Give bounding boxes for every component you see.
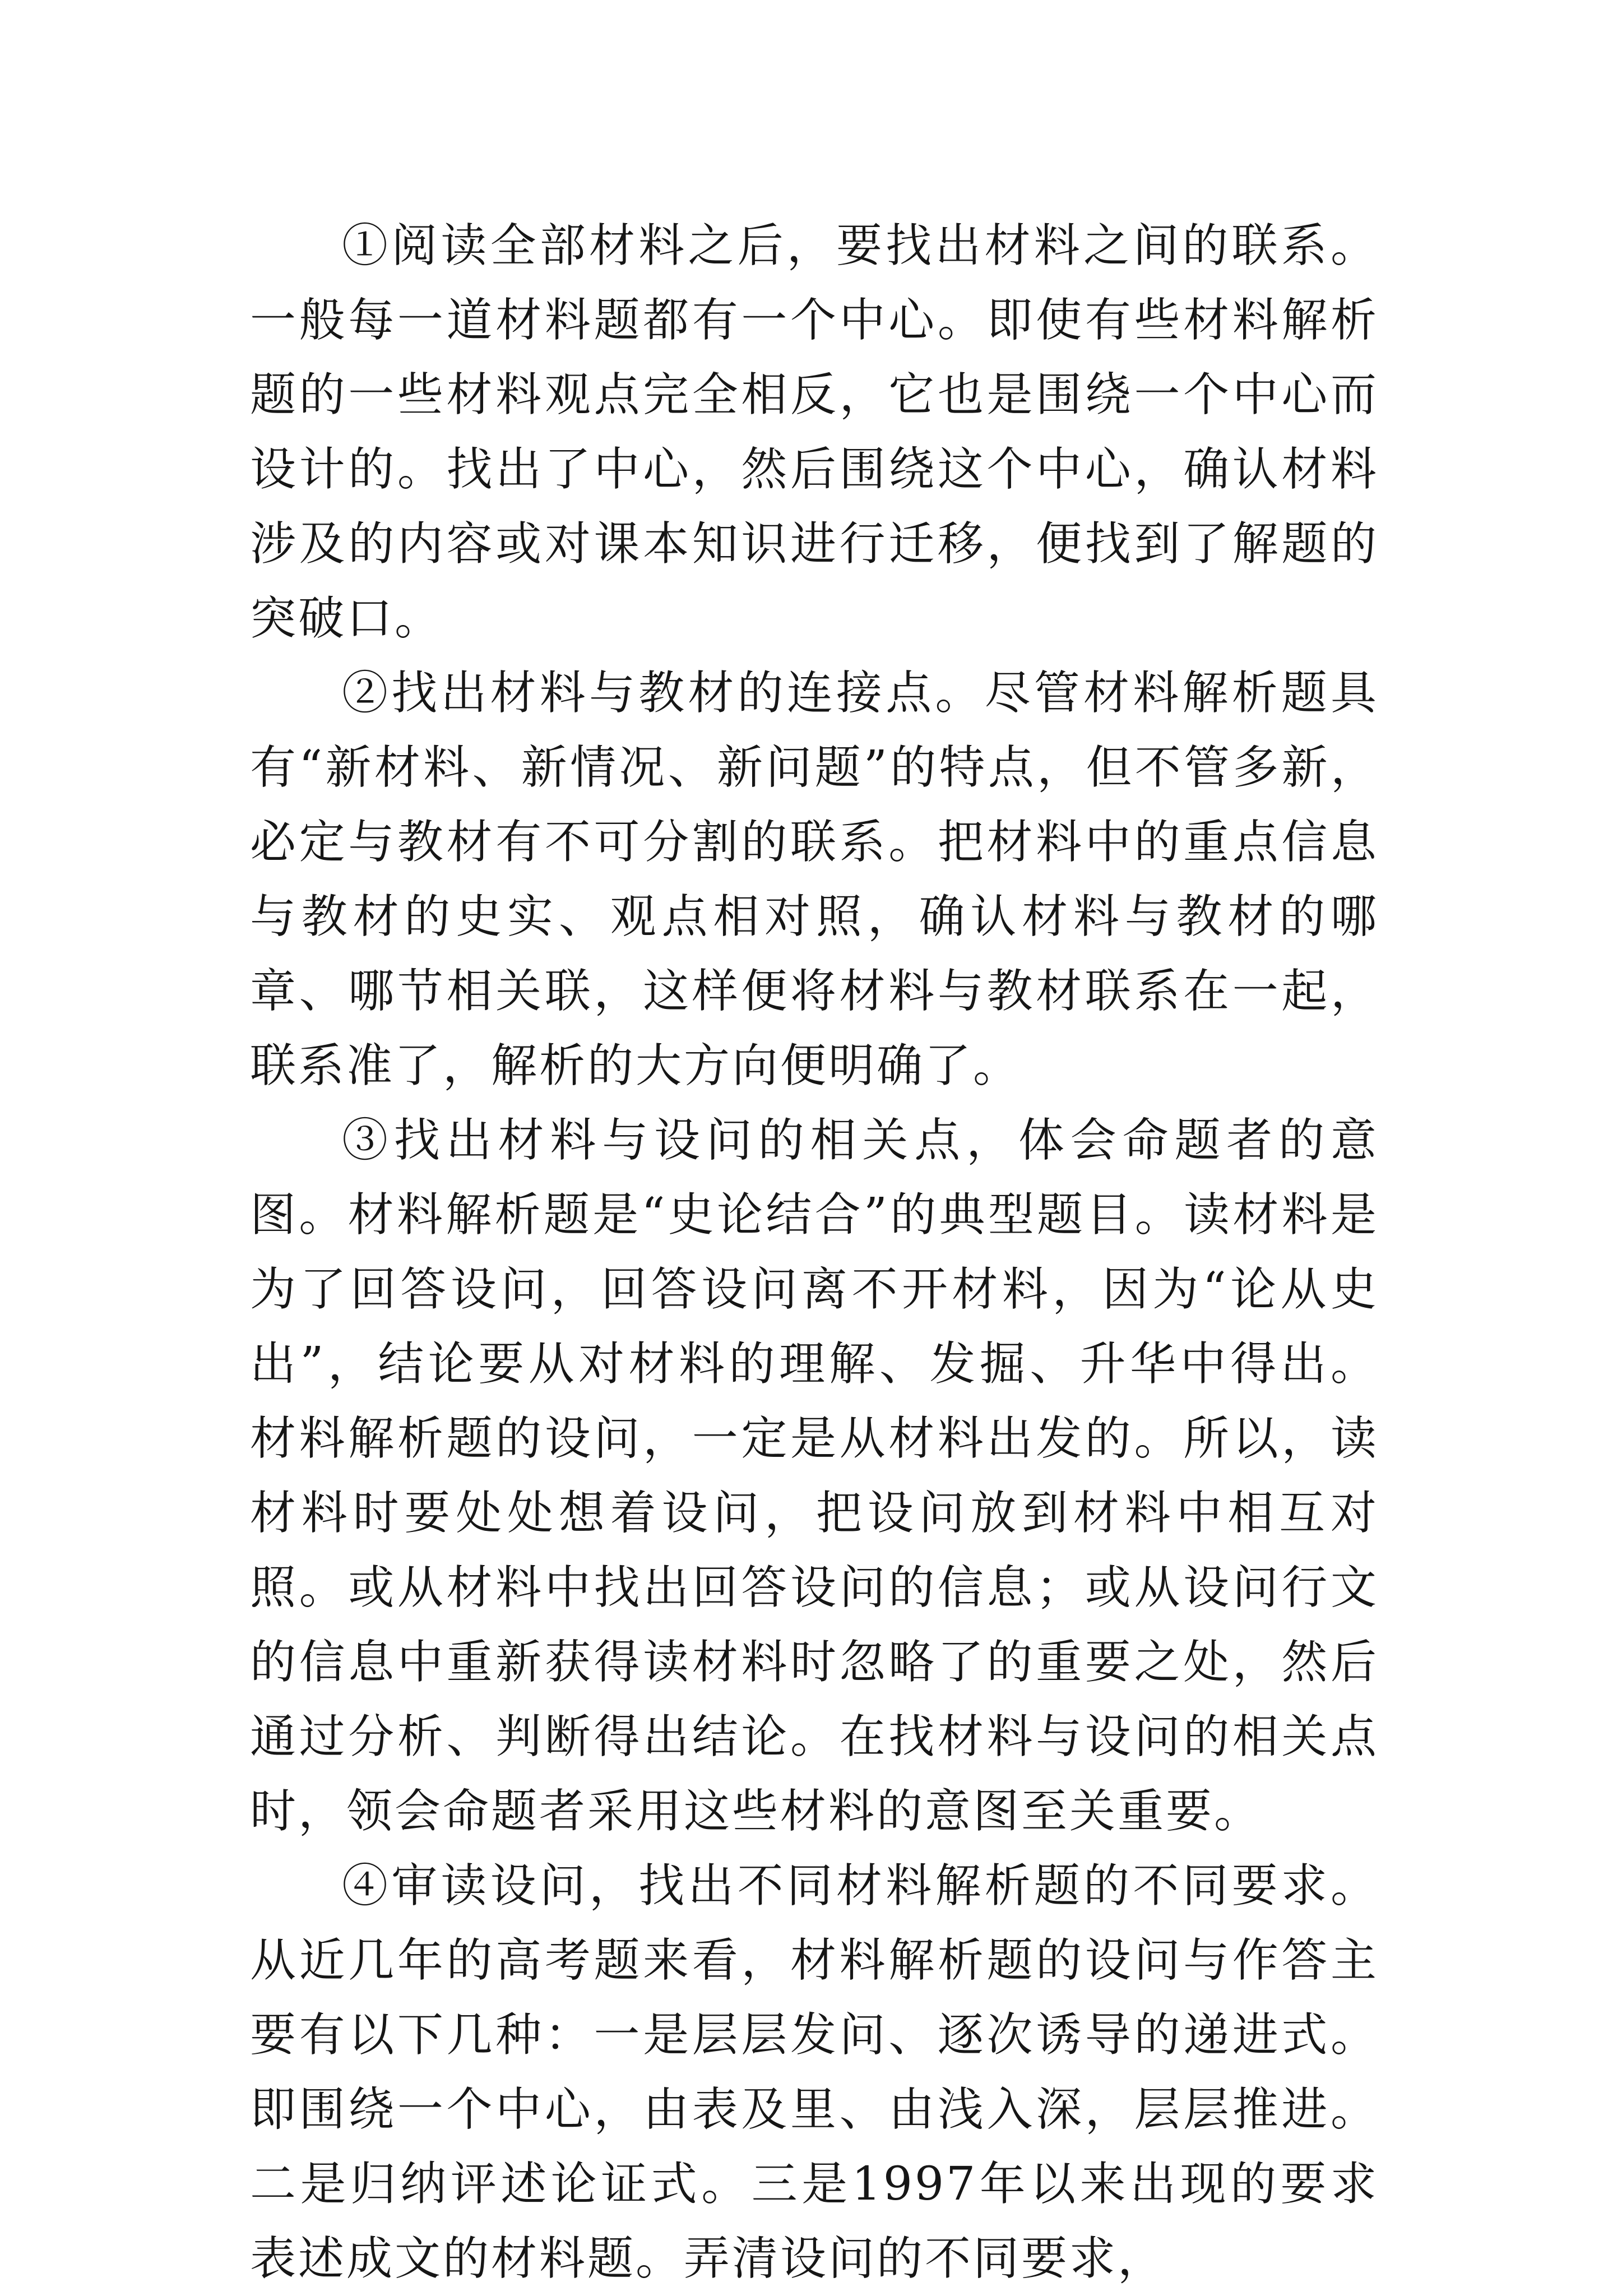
document-body bbox=[250, 209, 1379, 2296]
paragraph-4: ④审读设问，找出不同材料解析题的不同要求。从近几年的高考题来看，材料解析题的设问与作答主要有以下几种：一是层层发问、逐次诱导的递进式。即围绕一个中心，由表及里、由浅入深，层层推进。二是归纳评述论证式。三是1997年以来出现的要求表述成文的材料题。弄清设问的不同要求， bbox=[250, 1859, 1379, 2285]
paragraph-2: ②找出材料与教材的连接点。尽管材料解析题具有“新材料、新情况、新问题”的特点，但不管多新，必定与教材有不可分割的联系。把材料中的重点信息与教材的史实、观点相对照，确认材料与教材的哪章、哪节相关联，这样便将材料与教材联系在一起，联系准了，解析的大方向便明确了。 bbox=[250, 666, 1379, 1093]
paragraph-3: ③找出材料与设问的相关点，体会命题者的意图。材料解析题是“史论结合”的典型题目。读材料是为了回答设问，回答设问离不开材料，因为“论从史出”，结论要从对材料的理解、发掘、升华中得出。材料解析题的设问，一定是从材料出发的。所以，读材料时要处处想着设问，把设问放到材料中相互对照。或从材料中找出回答设问的信息；或从设问行文的信息中重新获得读材料时忽略了的重要之处，然后通过分析、判断得出结论。在找材料与设问的相关点时，领会命题者采用这些材料的意图至关重要。 bbox=[250, 1114, 1379, 1838]
paragraph-1: ①阅读全部材料之后，要找出材料之间的联系。一般每一道材料题都有一个中心。即使有些材料解析题的一些材料观点完全相反，它也是围绕一个中心而设计的。找出了中心，然后围绕这个中心，确认材料涉及的内容或对课本知识进行迁移，便找到了解题的突破口。 bbox=[250, 219, 1379, 645]
